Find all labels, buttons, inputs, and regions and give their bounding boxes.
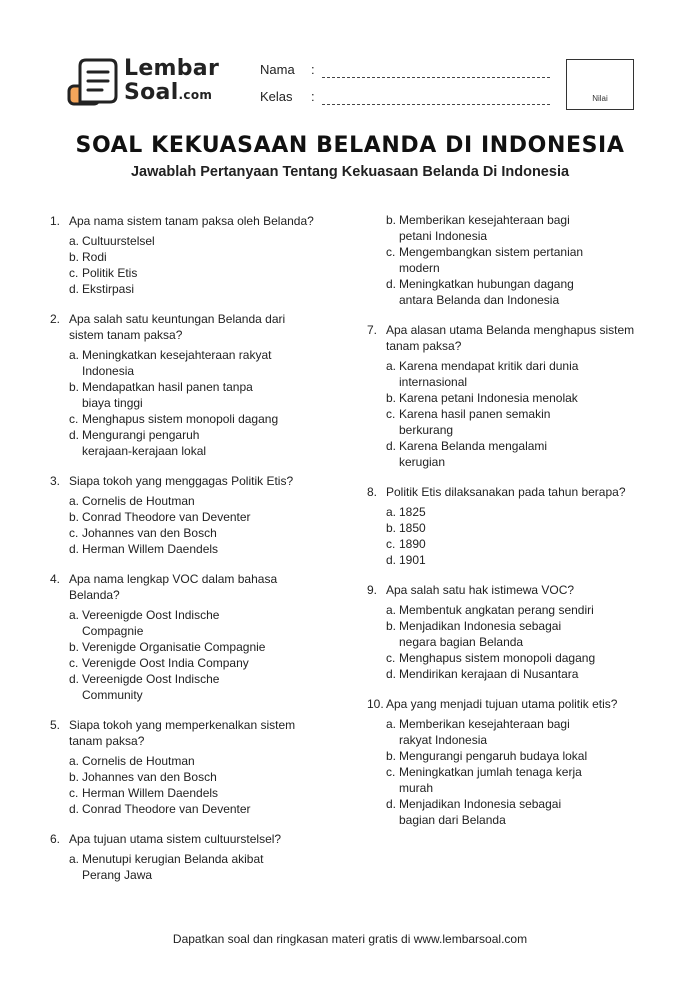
option-letter: d.	[386, 553, 397, 567]
option-letter: c.	[69, 412, 79, 426]
answer-option	[69, 265, 330, 281]
question-text	[50, 571, 330, 603]
option-letter: a.	[69, 852, 80, 866]
option-letter: d.	[69, 282, 80, 296]
option-text: Johannes van den Bosch	[82, 770, 217, 784]
option-letter: c.	[69, 786, 79, 800]
answer-option	[69, 493, 330, 509]
option-text: internasional	[399, 375, 468, 389]
answer-option	[386, 618, 657, 650]
option-text: Karena Belanda mengalami	[399, 439, 548, 453]
question-line: Apa salah satu hak istimewa VOC?	[386, 583, 575, 597]
answer-option	[386, 764, 657, 796]
option-text: Karena mendapat kritik dari dunia	[399, 359, 579, 373]
answer-option	[69, 671, 330, 703]
option-list	[367, 504, 657, 568]
option-text: negara bagian Belanda	[399, 635, 524, 649]
option-text: Rodi	[82, 250, 107, 264]
question-item	[367, 582, 657, 682]
option-letter: d.	[69, 428, 80, 442]
option-text: Mendirikan kerajaan di Nusantara	[399, 667, 579, 681]
question-item	[50, 717, 330, 817]
option-letter: b.	[69, 380, 80, 394]
option-list	[50, 233, 330, 297]
answer-option	[69, 249, 330, 265]
question-line: Siapa tokoh yang memperkenalkan sistem	[69, 718, 296, 732]
option-letter: c.	[69, 266, 79, 280]
question-continuation	[367, 212, 657, 308]
answer-option	[69, 769, 330, 785]
answer-option	[386, 602, 657, 618]
question-number: 8.	[367, 485, 378, 499]
answer-option	[386, 650, 657, 666]
option-letter: d.	[386, 797, 397, 811]
question-text	[50, 473, 330, 489]
question-number: 3.	[50, 474, 61, 488]
option-letter: a.	[69, 608, 80, 622]
question-line: Siapa tokoh yang menggagas Politik Etis?	[69, 474, 294, 488]
option-list	[367, 358, 657, 470]
logo-suffix: .com	[178, 88, 213, 102]
name-colon: :	[311, 62, 315, 77]
option-letter: a.	[386, 359, 397, 373]
option-text: Herman Willem Daendels	[82, 786, 219, 800]
option-text: Verenigde Oost India Company	[82, 656, 249, 670]
option-letter: c.	[386, 765, 396, 779]
answer-option	[386, 438, 657, 470]
question-text	[50, 717, 330, 749]
option-list	[367, 716, 657, 828]
option-letter: b.	[386, 391, 397, 405]
option-letter: b.	[386, 521, 397, 535]
option-letter: b.	[69, 770, 80, 784]
answer-option	[69, 753, 330, 769]
option-list	[367, 602, 657, 682]
option-letter: a.	[386, 603, 397, 617]
logo-wordmark	[124, 56, 219, 107]
option-text: Mengurangi pengaruh	[82, 428, 200, 442]
option-text: Compagnie	[82, 624, 144, 638]
name-input-line[interactable]	[322, 77, 550, 78]
option-text: Menutupi kerugian Belanda akibat	[82, 852, 264, 866]
option-letter: c.	[69, 656, 79, 670]
answer-option	[69, 851, 330, 883]
answer-option	[69, 233, 330, 249]
option-letter: c.	[386, 537, 396, 551]
question-item	[367, 484, 657, 568]
answer-option	[386, 276, 657, 308]
question-item	[50, 831, 330, 883]
option-letter: c.	[69, 526, 79, 540]
answer-option	[69, 427, 330, 459]
option-text: Memberikan kesejahteraan bagi	[399, 717, 570, 731]
question-number: 2.	[50, 312, 61, 326]
option-list	[50, 753, 330, 817]
option-letter: b.	[386, 619, 397, 633]
option-text: murah	[399, 781, 434, 795]
question-item	[367, 696, 657, 828]
score-label: Nilai	[592, 94, 608, 103]
question-item	[367, 322, 657, 470]
option-letter: d.	[69, 542, 80, 556]
option-letter: a.	[69, 754, 80, 768]
answer-option	[69, 379, 330, 411]
option-letter: b.	[386, 213, 397, 227]
question-text	[50, 311, 330, 343]
answer-option	[69, 525, 330, 541]
option-letter: b.	[386, 749, 397, 763]
option-text: Indonesia	[82, 364, 135, 378]
option-text: Meningkatkan hubungan dagang	[399, 277, 574, 291]
answer-option	[386, 504, 657, 520]
answer-option	[386, 520, 657, 536]
option-text: Vereenigde Oost Indische	[82, 608, 220, 622]
question-text	[50, 831, 330, 847]
option-text: Politik Etis	[82, 266, 138, 280]
question-text	[367, 484, 657, 500]
option-text: 1901	[399, 553, 426, 567]
logo-soal: Soal	[124, 80, 179, 105]
question-line: tanam paksa?	[386, 339, 462, 353]
option-text: Menjadikan Indonesia sebagai	[399, 797, 562, 811]
answer-option	[69, 411, 330, 427]
option-list	[50, 851, 330, 883]
option-letter: d.	[386, 439, 397, 453]
answer-option	[69, 785, 330, 801]
answer-option	[386, 796, 657, 828]
option-text: antara Belanda dan Indonesia	[399, 293, 560, 307]
question-text	[367, 582, 657, 598]
question-line: Politik Etis dilaksanakan pada tahun berapa?	[386, 485, 626, 499]
option-text: Meningkatkan kesejahteraan rakyat	[82, 348, 272, 362]
option-letter: b.	[69, 250, 80, 264]
question-line: Apa tujuan utama sistem cultuurstelsel?	[69, 832, 282, 846]
option-text: 1850	[399, 521, 426, 535]
option-text: Menghapus sistem monopoli dagang	[82, 412, 279, 426]
answer-option	[386, 716, 657, 748]
option-text: Mendapatkan hasil panen tanpa	[82, 380, 253, 394]
class-colon: :	[311, 89, 315, 104]
site-logo	[66, 54, 226, 112]
option-list	[50, 607, 330, 703]
option-text: berkurang	[399, 423, 454, 437]
question-text	[367, 696, 657, 712]
option-text: Karena hasil panen semakin	[399, 407, 551, 421]
question-text	[50, 213, 330, 229]
option-text: 1825	[399, 505, 426, 519]
option-text: rakyat Indonesia	[399, 733, 488, 747]
answer-option	[386, 390, 657, 406]
answer-option	[386, 666, 657, 682]
question-number: 10.	[367, 697, 384, 711]
option-list	[50, 347, 330, 459]
option-text: Karena petani Indonesia menolak	[399, 391, 578, 405]
class-label: Kelas	[260, 89, 293, 104]
option-text: Cornelis de Houtman	[82, 494, 195, 508]
option-text: Membentuk angkatan perang sendiri	[399, 603, 594, 617]
answer-option	[69, 607, 330, 639]
option-letter: b.	[69, 640, 80, 654]
option-letter: a.	[69, 348, 80, 362]
option-text: Conrad Theodore van Deventer	[82, 802, 251, 816]
option-text: kerugian	[399, 455, 446, 469]
option-letter: a.	[69, 494, 80, 508]
option-text: Perang Jawa	[82, 868, 153, 882]
option-letter: b.	[69, 510, 80, 524]
question-number: 9.	[367, 583, 378, 597]
answer-option	[386, 358, 657, 390]
answer-option	[69, 655, 330, 671]
option-text: Vereenigde Oost Indische	[82, 672, 220, 686]
answer-option	[69, 509, 330, 525]
answer-option	[69, 347, 330, 379]
question-line: Apa salah satu keuntungan Belanda dari	[69, 312, 286, 326]
option-text: biaya tinggi	[82, 396, 143, 410]
option-text: Mengembangkan sistem pertanian	[399, 245, 584, 259]
answer-option	[386, 536, 657, 552]
option-text: Mengurangi pengaruh budaya lokal	[399, 749, 588, 763]
option-text: Cultuurstelsel	[82, 234, 155, 248]
question-line: Apa alasan utama Belanda menghapus sistem	[386, 323, 635, 337]
logo-line2	[124, 81, 219, 107]
question-line: tanam paksa?	[69, 734, 145, 748]
option-text: Johannes van den Bosch	[82, 526, 217, 540]
question-line: Apa nama lengkap VOC dalam bahasa	[69, 572, 278, 586]
page-title: SOAL KEKUASAAN BELANDA DI INDONESIA	[75, 133, 625, 158]
question-number: 1.	[50, 214, 61, 228]
question-number: 6.	[50, 832, 61, 846]
option-text: kerajaan-kerajaan lokal	[82, 444, 207, 458]
question-number: 7.	[367, 323, 378, 337]
document-scroll-icon	[66, 56, 120, 108]
answer-option	[386, 212, 657, 244]
option-letter: d.	[386, 667, 397, 681]
page-subtitle: Jawablah Pertanyaan Tentang Kekuasaan Belanda Di Indonesia	[130, 164, 570, 180]
class-input-line[interactable]	[322, 104, 550, 105]
option-text: Memberikan kesejahteraan bagi	[399, 213, 570, 227]
option-letter: c.	[386, 245, 396, 259]
answer-option	[69, 639, 330, 655]
answer-option	[69, 801, 330, 817]
option-list	[50, 493, 330, 557]
question-number: 4.	[50, 572, 61, 586]
answer-option	[386, 244, 657, 276]
score-box[interactable]	[566, 59, 634, 110]
name-label: Nama	[260, 62, 295, 77]
answer-option	[386, 552, 657, 568]
option-text: Conrad Theodore van Deventer	[82, 510, 251, 524]
answer-option	[69, 541, 330, 557]
option-text: modern	[399, 261, 440, 275]
option-letter: d.	[69, 672, 80, 686]
question-item	[50, 311, 330, 459]
answer-option	[69, 281, 330, 297]
answer-option	[386, 406, 657, 438]
logo-line1: Lembar	[124, 56, 220, 81]
option-text: Verenigde Organisatie Compagnie	[82, 640, 266, 654]
question-item	[50, 473, 330, 557]
question-item	[50, 571, 330, 703]
option-text: 1890	[399, 537, 426, 551]
option-text: petani Indonesia	[399, 229, 488, 243]
question-line: sistem tanam paksa?	[69, 328, 183, 342]
option-letter: d.	[386, 277, 397, 291]
left-question-column	[50, 213, 330, 897]
option-letter: c.	[386, 651, 396, 665]
option-text: bagian dari Belanda	[399, 813, 506, 827]
question-line: Apa yang menjadi tujuan utama politik etis?	[386, 697, 618, 711]
option-list	[367, 212, 657, 308]
question-line: Belanda?	[69, 588, 120, 602]
option-text: Community	[82, 688, 143, 702]
question-line: Apa nama sistem tanam paksa oleh Belanda?	[69, 214, 314, 228]
option-letter: a.	[386, 505, 397, 519]
option-letter: a.	[69, 234, 80, 248]
option-text: Menjadikan Indonesia sebagai	[399, 619, 562, 633]
option-text: Menghapus sistem monopoli dagang	[399, 651, 596, 665]
option-letter: d.	[69, 802, 80, 816]
right-question-column	[367, 213, 657, 842]
question-number: 5.	[50, 718, 61, 732]
option-text: Cornelis de Houtman	[82, 754, 195, 768]
footer-note: Dapatkan soal dan ringkasan materi gratis di www.lembarsoal.com	[172, 932, 528, 946]
question-text	[367, 322, 657, 354]
question-item	[50, 213, 330, 297]
option-letter: a.	[386, 717, 397, 731]
option-text: Meningkatkan jumlah tenaga kerja	[399, 765, 582, 779]
answer-option	[386, 748, 657, 764]
option-text: Herman Willem Daendels	[82, 542, 219, 556]
option-text: Ekstirpasi	[82, 282, 135, 296]
option-letter: c.	[386, 407, 396, 421]
